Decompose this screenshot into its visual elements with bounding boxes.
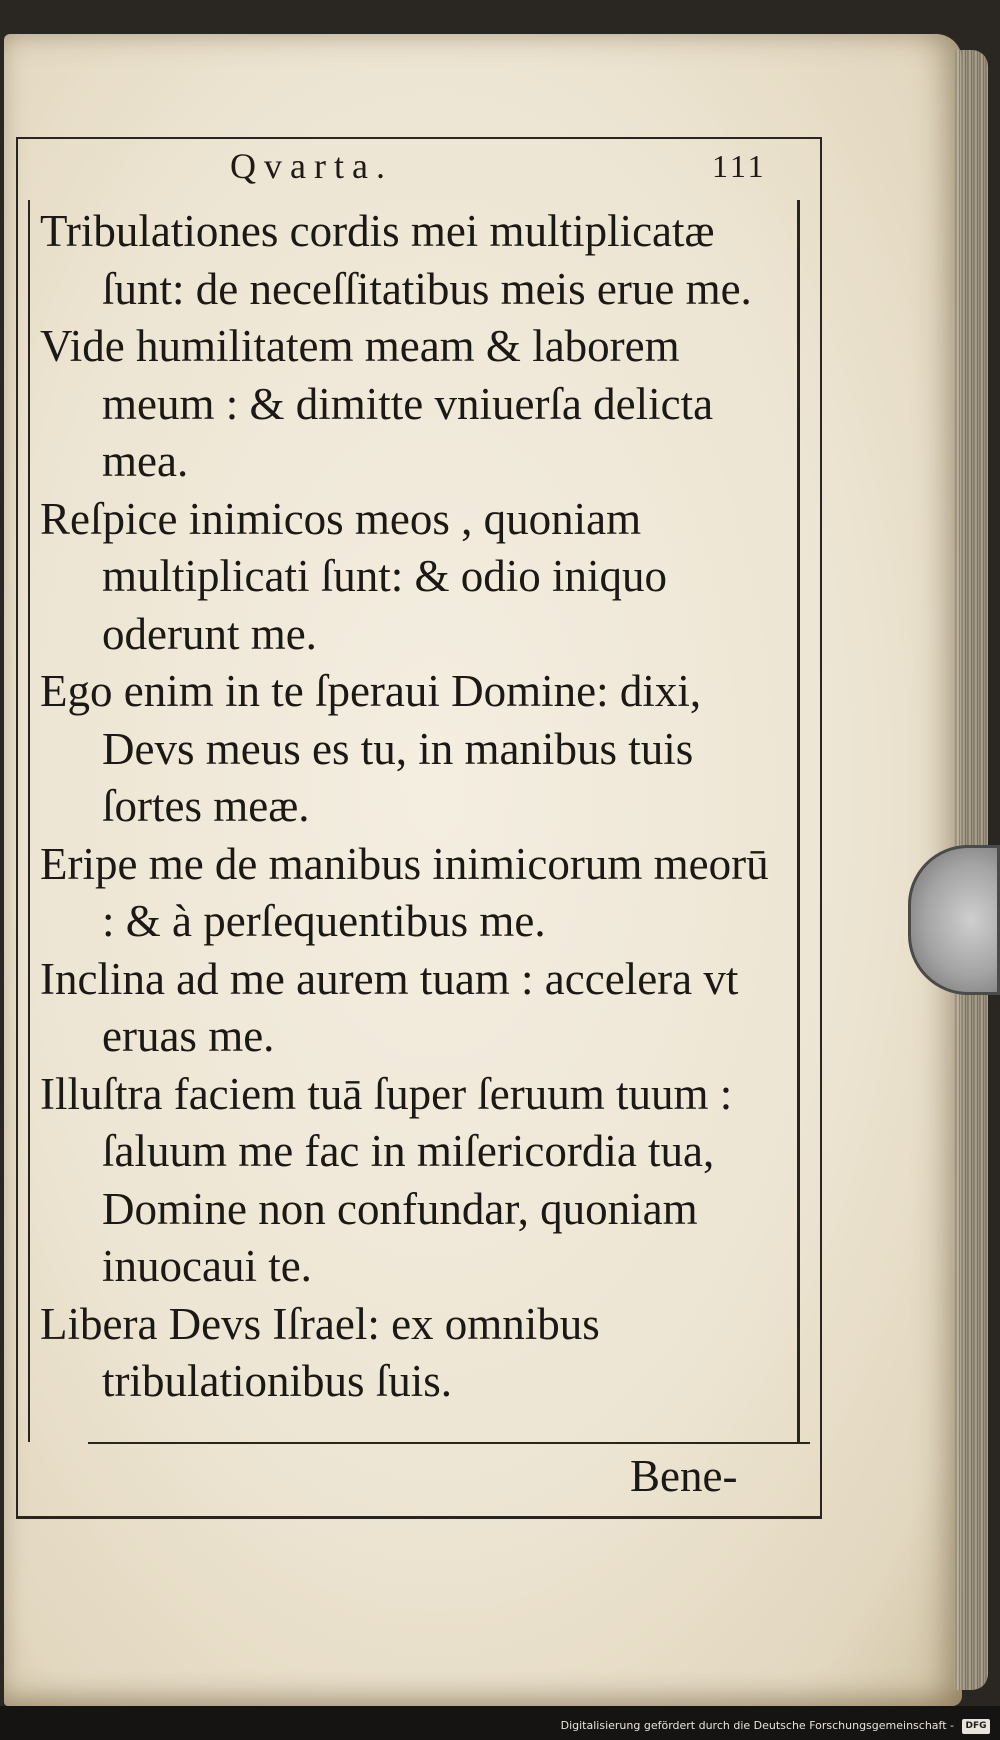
verse: Tribulationes cordis mei multiplicatæ ſunt: de neceſſitatibus meis erue me.	[40, 206, 752, 314]
bottom-rule	[88, 1442, 810, 1444]
psalm-text	[40, 203, 780, 1411]
digitization-credit: Digitalisierung gefördert durch die Deutsche Forschungsgemeinschaft -	[560, 1719, 954, 1732]
verse: Inclina ad me aurem tuam : accelera vt eruas me.	[40, 953, 739, 1061]
metal-clasp-icon	[908, 845, 1000, 995]
dfg-logo-icon: DFG	[962, 1719, 990, 1734]
verse: Reſpice inimicos meos , quoniam multiplicati ſunt: & odio iniquo oderunt me.	[40, 493, 667, 659]
verse: Illuſtra faciem tuā ſuper ſeruum tuum : ſaluum me fac in miſericordia tua, Domine non confundar, quoniam inuocaui te.	[40, 1068, 733, 1291]
footer-bar	[0, 1706, 1000, 1740]
verse: Libera Devs Iſrael: ex omnibus tribulationibus ſuis.	[40, 1298, 600, 1406]
verse: Vide humilitatem meam & laborem meum : & dimitte vniuerſa delicta mea.	[40, 321, 714, 486]
verse: Ego enim in te ſperaui Domine: dixi, Devs meus es tu, in manibus tuis ſortes meæ.	[40, 666, 702, 831]
verse: Eripe me de manibus inimicorum meorū : & à perſequentibus me.	[40, 838, 769, 946]
page-number: 111	[712, 148, 767, 184]
running-title: Qvarta.	[230, 146, 393, 186]
catchword: Bene-	[630, 1451, 738, 1501]
